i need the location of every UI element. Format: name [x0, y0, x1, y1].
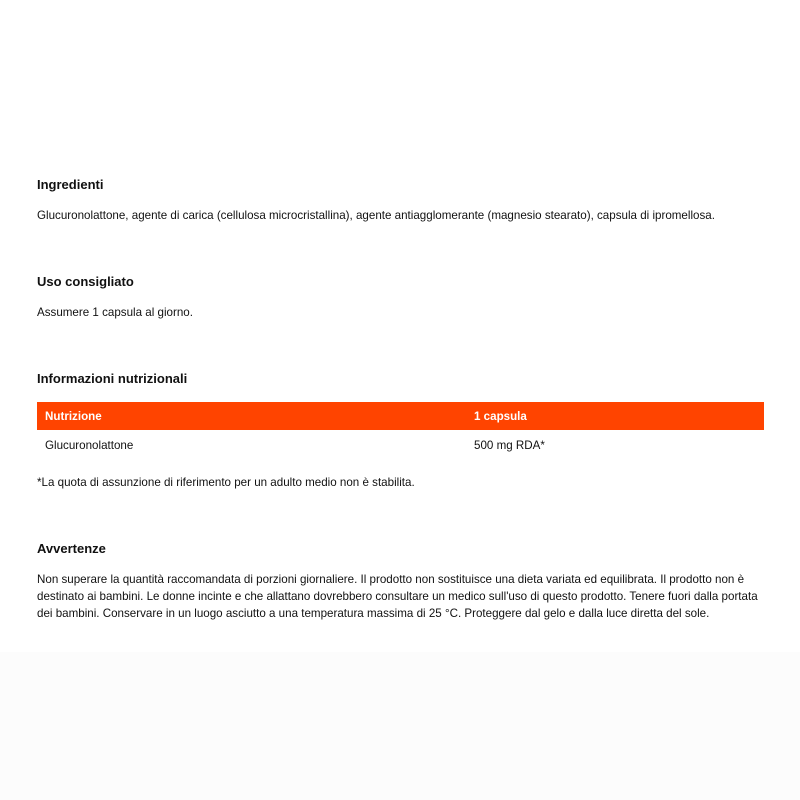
warnings-text: Non superare la quantità raccomandata di porzioni giornaliere. Il prodotto non sostituisce una dieta variata ed equilibrata. Il prodotto non è destinato ai bambini. Le donne incinte e che allattano dovrebbero consultare un medico sull'uso di questo prodotto. Tenere fuori dalla portata dei bambini. Conservare in un luogo asciutto a una temperatura massima di 25 °C. Proteggere dal gelo e dalla luce diretta del sole.: [37, 573, 758, 620]
usage-text: Assumere 1 capsula al giorno.: [37, 306, 193, 319]
ingredients-text: Glucuronolattone, agente di carica (cellulosa microcristallina), agente antiagglomerante (magnesio stearato), capsula di ipromellosa.: [37, 209, 715, 222]
nutrition-table: [37, 402, 764, 460]
table-row: [37, 430, 764, 460]
table-header-nutrient: Nutrizione: [37, 402, 466, 430]
ingredients-heading: Ingredienti: [37, 177, 104, 192]
footer-background: [0, 652, 800, 800]
usage-heading: Uso consigliato: [37, 274, 134, 289]
table-cell-amount: 500 mg RDA*: [474, 438, 545, 452]
table-cell-nutrient: Glucuronolattone: [45, 438, 134, 452]
table-header-row: [37, 402, 764, 430]
warnings-heading: Avvertenze: [37, 541, 106, 556]
nutrition-heading: Informazioni nutrizionali: [37, 371, 188, 386]
nutrition-footnote: *La quota di assunzione di riferimento per un adulto medio non è stabilita.: [37, 476, 415, 489]
table-header-serving: 1 capsula: [466, 402, 764, 430]
